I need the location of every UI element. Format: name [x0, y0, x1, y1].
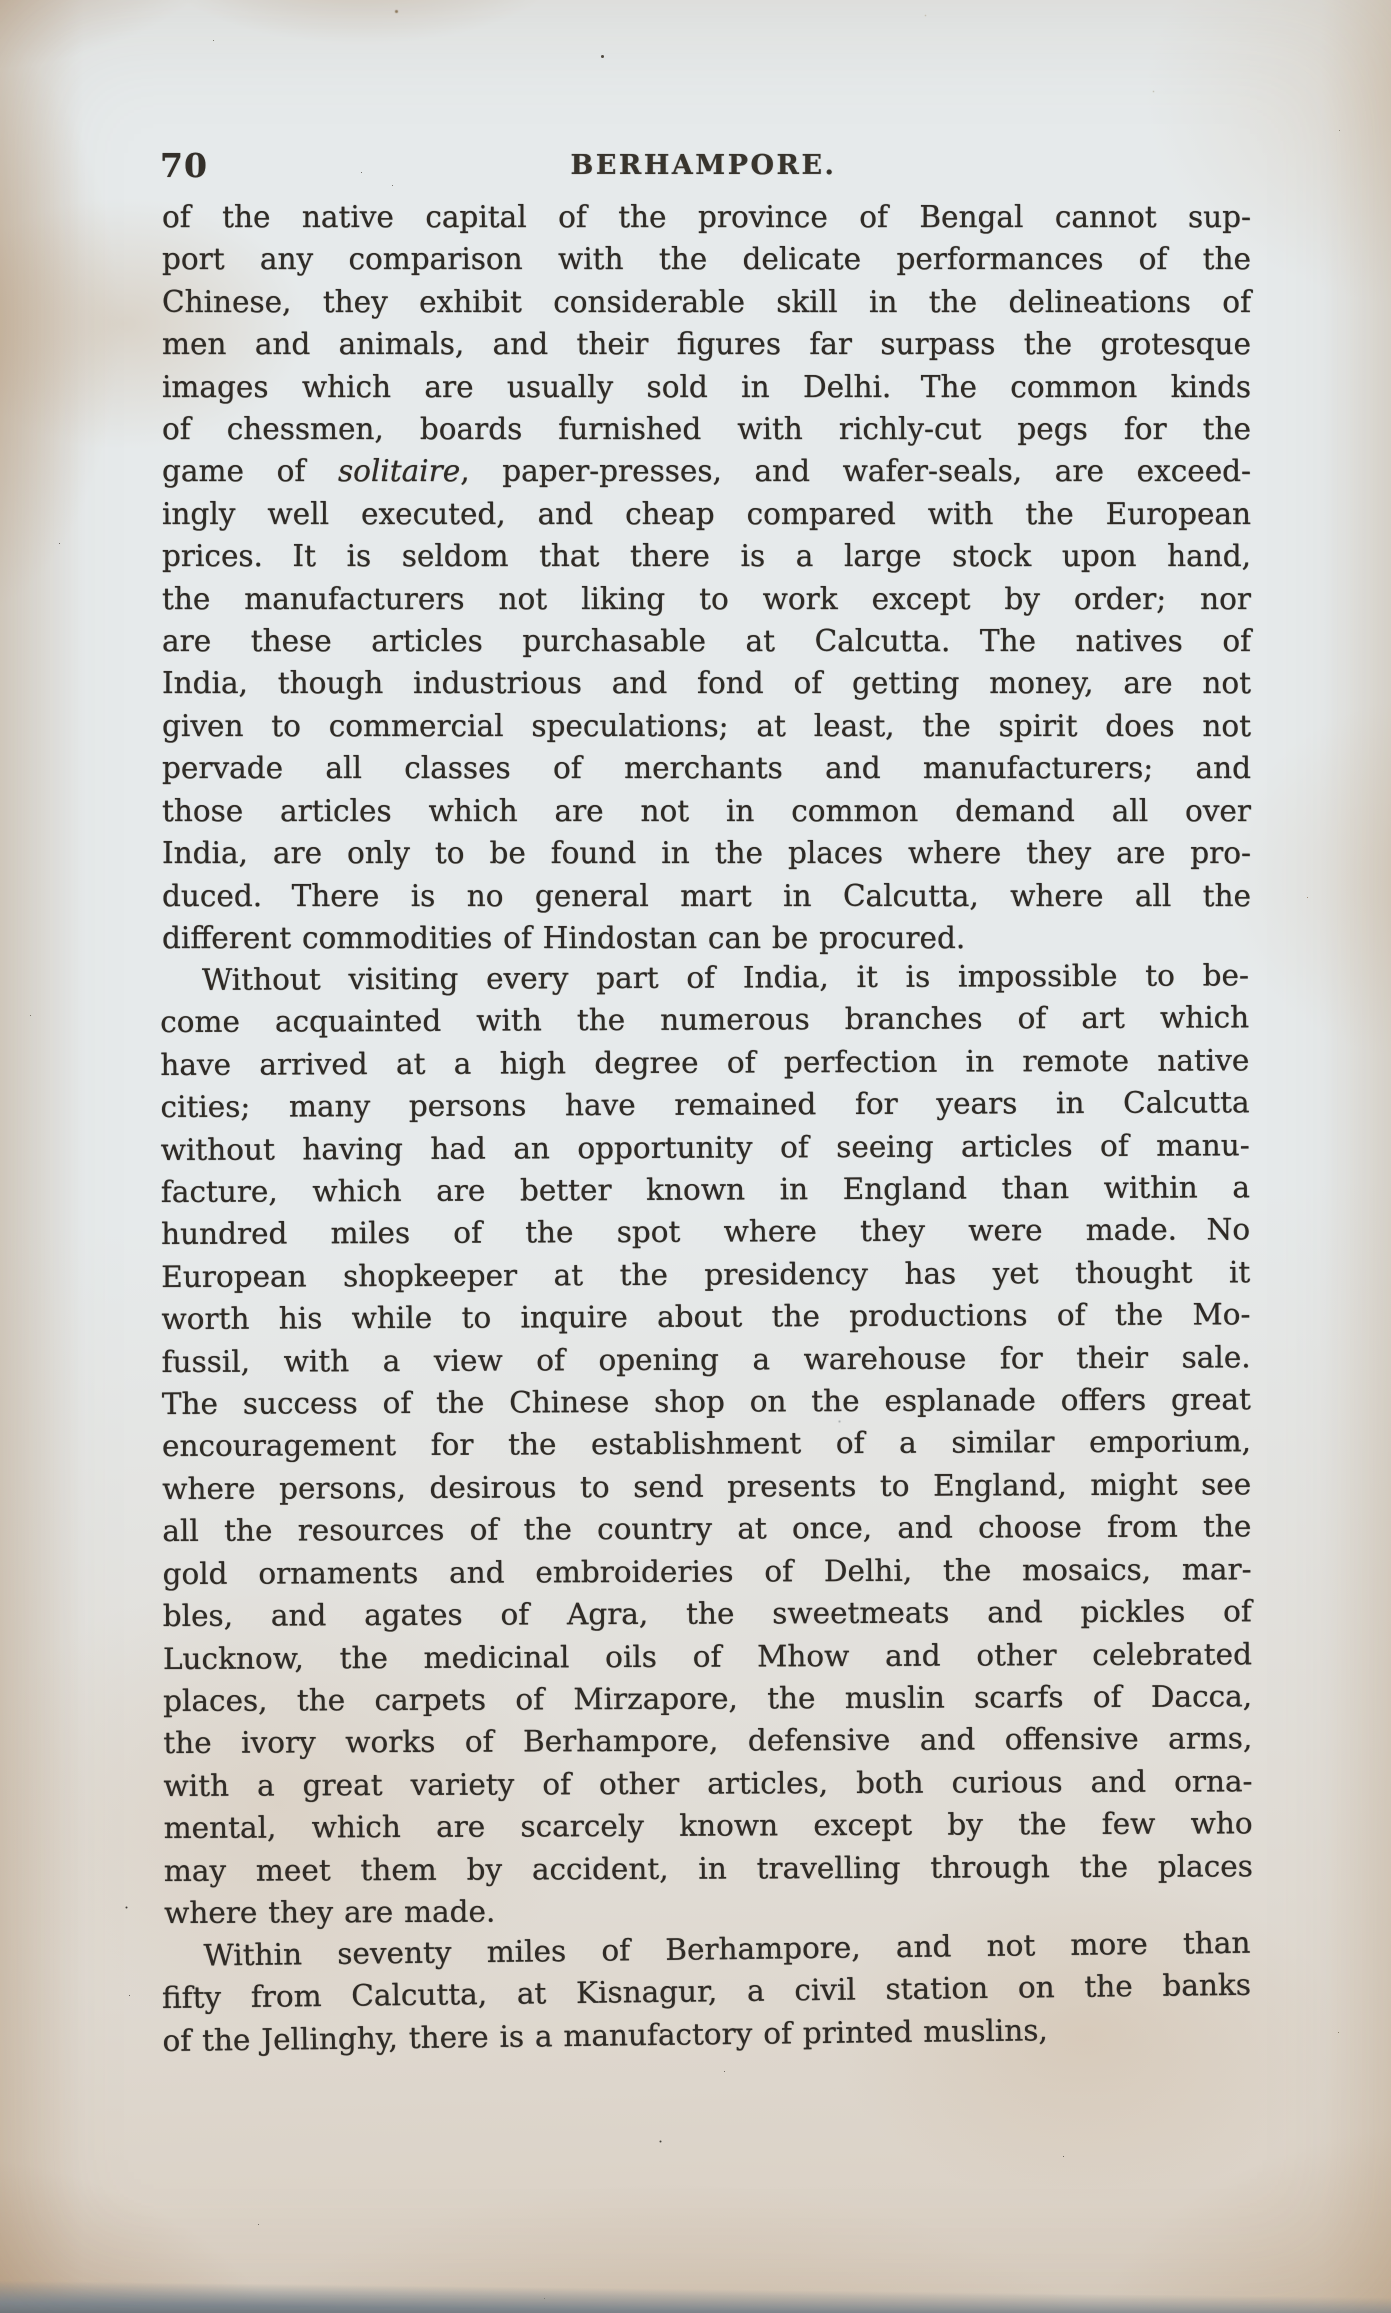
text-line: different commodities of Hindostan can be procured. [162, 920, 966, 955]
text-line: of the Jellinghy, there is a manufactory of printed muslins, [162, 2012, 1048, 2058]
text-line: The success of the Chinese shop on the esplanade offers great [161, 1382, 1251, 1422]
text-line: fifty from Calcutta, at Kisnagur, a civil station on the banks [161, 1967, 1252, 2016]
text-line: India, though industrious and fond of getting money, are not [162, 666, 1251, 701]
text-line: hundred miles of the spot where they were made. No [160, 1213, 1251, 1252]
page-body [162, 196, 1251, 2062]
text-line: prices. It is seldom that there is a large stock upon hand, [162, 539, 1251, 574]
text-line: come acquainted with the numerous branches of art which [160, 1000, 1250, 1040]
text-line: of the native capital of the province of Bengal cannot sup- [162, 200, 1251, 234]
text-line: without having had an opportunity of seeing articles of manu- [160, 1128, 1250, 1167]
text-line: worth his while to inquire about the productions of the Mo- [161, 1297, 1251, 1337]
text-line: may meet them by accident, in travelling through the places [163, 1849, 1253, 1888]
text-line: port any comparison with the delicate performances of the [162, 242, 1251, 277]
text-line: ingly well executed, and cheap compared with the European [162, 496, 1251, 531]
text-line: where persons, desirous to send presents to England, might see [162, 1467, 1252, 1507]
text-line: mental, which are scarcely known except by the few who [163, 1806, 1253, 1846]
paragraph-1 [162, 196, 1251, 959]
text-line: given to commercial speculations; at least, the spirit does not [162, 708, 1251, 743]
text-line: of chessmen, boards furnished with richly-cut pegs for the [162, 412, 1251, 447]
text-line: pervade all classes of merchants and manufacturers; and [162, 751, 1251, 786]
page-number: 70 [160, 146, 208, 185]
running-header: BERHAMPORE. [570, 150, 837, 181]
text-line: with a great variety of other articles, both curious and orna- [163, 1764, 1253, 1804]
text-line: gold ornaments and embroideries of Delhi, the mosaics, mar- [162, 1552, 1252, 1591]
paragraph-2 [160, 955, 1253, 1935]
text-line: the manufacturers not liking to work except by order; nor [162, 581, 1251, 616]
text-line: Lucknow, the medicinal oils of Mhow and other celebrated [162, 1637, 1252, 1676]
text-line: India, are only to be found in the places where they are pro- [162, 836, 1251, 871]
text-line: places, the carpets of Mirzapore, the muslin scarfs of Dacca, [163, 1679, 1253, 1719]
text-line: Without visiting every part of India, it is impossible to be- [201, 958, 1250, 998]
text-line: have arrived at a high degree of perfection in remote native [160, 1043, 1250, 1083]
text-line: European shopkeeper at the presidency has yet thought it [161, 1255, 1251, 1295]
text-line: fussil, with a view of opening a warehouse for their sale. [161, 1340, 1251, 1379]
text-line: cities; many persons have remained for years in Calcutta [160, 1085, 1250, 1125]
page-bottom-shadow [0, 2280, 1391, 2313]
text-line: men and animals, and their figures far surpass the grotesque [162, 327, 1251, 362]
text-line: game of solitaire, paper-presses, and wafer-seals, are exceed- [162, 454, 1252, 489]
text-line: facture, which are better known in England than within a [160, 1170, 1250, 1210]
paragraph-3 [161, 1921, 1251, 2062]
text-line: encouragement for the establishment of a similar emporium, [161, 1425, 1252, 1464]
text-line: all the resources of the country at once, and choose from the [162, 1509, 1252, 1549]
text-line: Chinese, they exhibit considerable skill in the delineations of [162, 284, 1251, 319]
text-line: bles, and agates of Agra, the sweetmeats and pickles of [162, 1594, 1252, 1634]
text-line: duced. There is no general mart in Calcutta, where all the [162, 878, 1251, 913]
ink-speckles [0, 0, 3, 3]
text-line: where they are made. [163, 1894, 496, 1931]
text-line: those articles which are not in common demand all over [162, 793, 1251, 828]
text-line: the ivory works of Berhampore, defensive and offensive arms, [163, 1721, 1253, 1761]
text-line: images which are usually sold in Delhi. The common kinds [162, 369, 1251, 404]
text-line: are these articles purchasable at Calcutta. The natives of [162, 624, 1251, 659]
text-line: Within seventy miles of Berhampore, and not more than [203, 1925, 1251, 1973]
